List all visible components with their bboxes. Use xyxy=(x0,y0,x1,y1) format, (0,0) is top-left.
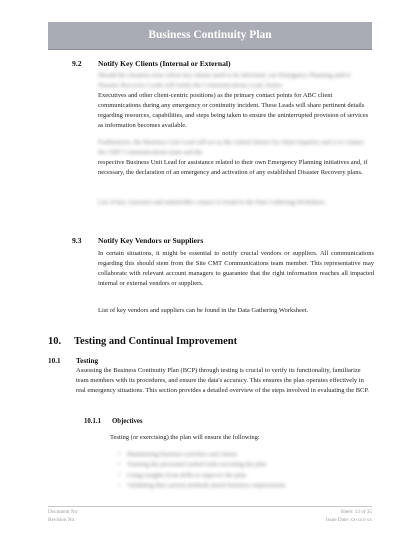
section-title: Objectives xyxy=(112,418,143,425)
paragraph: Executives and other client-centric positions) as the primary contact points for ABC client communications during any emergency or continuity incident. These Leads will share pertinent details regarding resources, capabilities, and steps being taken to ensure the uninterrupted provision of services as information becomes available. xyxy=(98,92,369,130)
list-item: • Training the personnel tasked with executing the plan xyxy=(118,460,368,470)
blurred-paragraph: List of key customer and stakeholder contact is found in the Data Gathering Worksheet. xyxy=(98,199,326,206)
paragraph: Assessing the Business Continuity Plan (BCP) through testing is crucial to verify its functionality, familiarize team members with its procedures, and ensure the data's accuracy. This ensures the plan operates effectively in real emergency situations. This section provides a detailed overview of the steps involved in evaluating the BCP. xyxy=(76,367,369,395)
chapter-title: Testing and Continual Improvement xyxy=(74,336,238,347)
section-number: 10.1 xyxy=(48,357,61,365)
section-number: 9.2 xyxy=(72,59,82,68)
chapter-number: 10. xyxy=(48,336,62,347)
document-number-label: Document No: xyxy=(48,509,79,515)
document-title: Business Continuity Plan xyxy=(148,29,272,41)
sheet-number: Sheet: 13 of 35 xyxy=(340,509,372,515)
paragraph: In certain situations, it might be essential to notify crucial vendors or suppliers. All communications regarding this should stem from the Site CMT Communications team member. This representative may collaborate with relevant account managers to guarantee that the right information reaches all impacted internal or external vendors or suppliers. xyxy=(98,250,374,288)
list-item: • Maintaining business activities and clients xyxy=(118,450,368,460)
chapter-10-heading xyxy=(48,336,237,347)
footer-left xyxy=(48,509,79,524)
paragraph: respective Business Unit Lead for assistance related to their own Emergency Planning initiatives and, if necessary, the declaration of an emergency and activation of any established Disaster Recovery plans. xyxy=(98,159,368,177)
paragraph: Testing (or exercising) the plan will ensure the following: xyxy=(110,434,260,441)
section-title: Notify Key Vendors or Suppliers xyxy=(98,236,204,245)
blurred-paragraph: Furthermore, the Business Unit Lead will act as the central liaison for client inquiries and is to contact the CMT Communications team and the xyxy=(98,139,364,157)
section-9-2-heading xyxy=(72,59,231,68)
footer-right xyxy=(326,509,372,524)
section-9-3-heading xyxy=(72,236,203,245)
section-title: Notify Key Clients (Internal or External) xyxy=(98,59,231,68)
revision-number-label: Revision No: xyxy=(48,516,76,523)
document-header-banner xyxy=(48,22,372,50)
footer-divider xyxy=(48,506,372,507)
objectives-list xyxy=(118,450,368,492)
section-number: 9.3 xyxy=(72,236,82,245)
section-10-1-heading xyxy=(48,357,98,365)
section-10-1-1-heading xyxy=(84,418,143,425)
paragraph: List of key vendors and suppliers can be found in the Data Gathering Worksheet. xyxy=(98,307,309,314)
list-item: • Using insights from drills to improve the plan xyxy=(118,471,368,481)
section-number: 10.1.1 xyxy=(84,418,101,425)
blurred-paragraph: Should the situation arise where key clients need to be informed, our Emergency Planning and/or Disaster Recovery Leads will notify the Communications Lead, Senior xyxy=(98,72,351,90)
issue-date: Issue Date: xx-xxx-xx xyxy=(325,516,372,523)
section-title: Testing xyxy=(76,357,99,365)
list-item: • Validating that current methods match business requirements xyxy=(118,481,368,491)
